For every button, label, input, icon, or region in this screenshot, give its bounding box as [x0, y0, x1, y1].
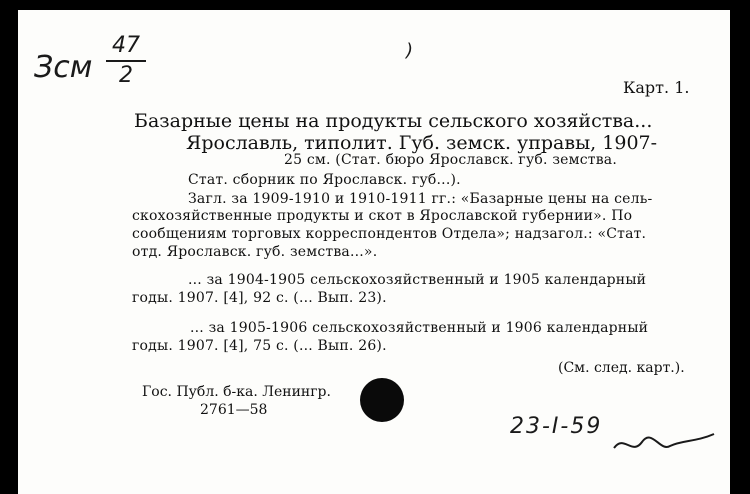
pencil-mark: ) [406, 40, 414, 61]
title-line-1: Базарные цены на продукты сельского хозяйства... [134, 110, 653, 132]
handwritten-date: 23-I-59 [510, 414, 603, 439]
library-stamp [360, 378, 404, 422]
scan-border [730, 0, 750, 494]
issue-line: ... за 1904-1905 сельскохозяйственный и 1905 календарный [188, 272, 647, 288]
shelfmark-prefix: Зсм [34, 50, 93, 85]
shelfmark-numerator: 47 [112, 33, 140, 58]
card-number: Карт. 1. [623, 78, 690, 97]
description-line: сообщениям торговых корреспондентов Отдела»; надзагол.: «Стат. [132, 226, 647, 242]
signature-scribble [610, 422, 720, 462]
description-line: 25 см. (Стат. бюро Ярославск. губ. земства. [284, 152, 617, 168]
issue-line: годы. 1907. [4], 92 с. (... Вып. 23). [132, 290, 387, 306]
issue-line: годы. 1907. [4], 75 с. (... Вып. 26). [132, 338, 387, 354]
description-line: скохозяйственные продукты и скот в Ярославской губернии». По [132, 208, 633, 224]
library-code: 2761—58 [200, 402, 268, 418]
description-line: Загл. за 1909-1910 и 1910-1911 гг.: «Базарные цены на сель- [188, 191, 653, 207]
library-name: Гос. Публ. б-ка. Ленингр. [142, 384, 331, 400]
catalog-card [18, 10, 730, 494]
shelfmark-fraction [104, 34, 148, 88]
description-line: Стат. сборник по Ярославск. губ...). [188, 172, 461, 188]
shelfmark-denominator: 2 [119, 63, 133, 88]
issue-line: ... за 1905-1906 сельскохозяйственный и 1906 календарный [190, 320, 649, 336]
see-next-card: (См. след. карт.). [558, 360, 685, 376]
fraction-bar [106, 60, 146, 62]
title-line-2: Ярославль, типолит. Губ. земск. управы, 1907- [186, 132, 658, 154]
description-line: отд. Ярославск. губ. земства...». [132, 244, 378, 260]
